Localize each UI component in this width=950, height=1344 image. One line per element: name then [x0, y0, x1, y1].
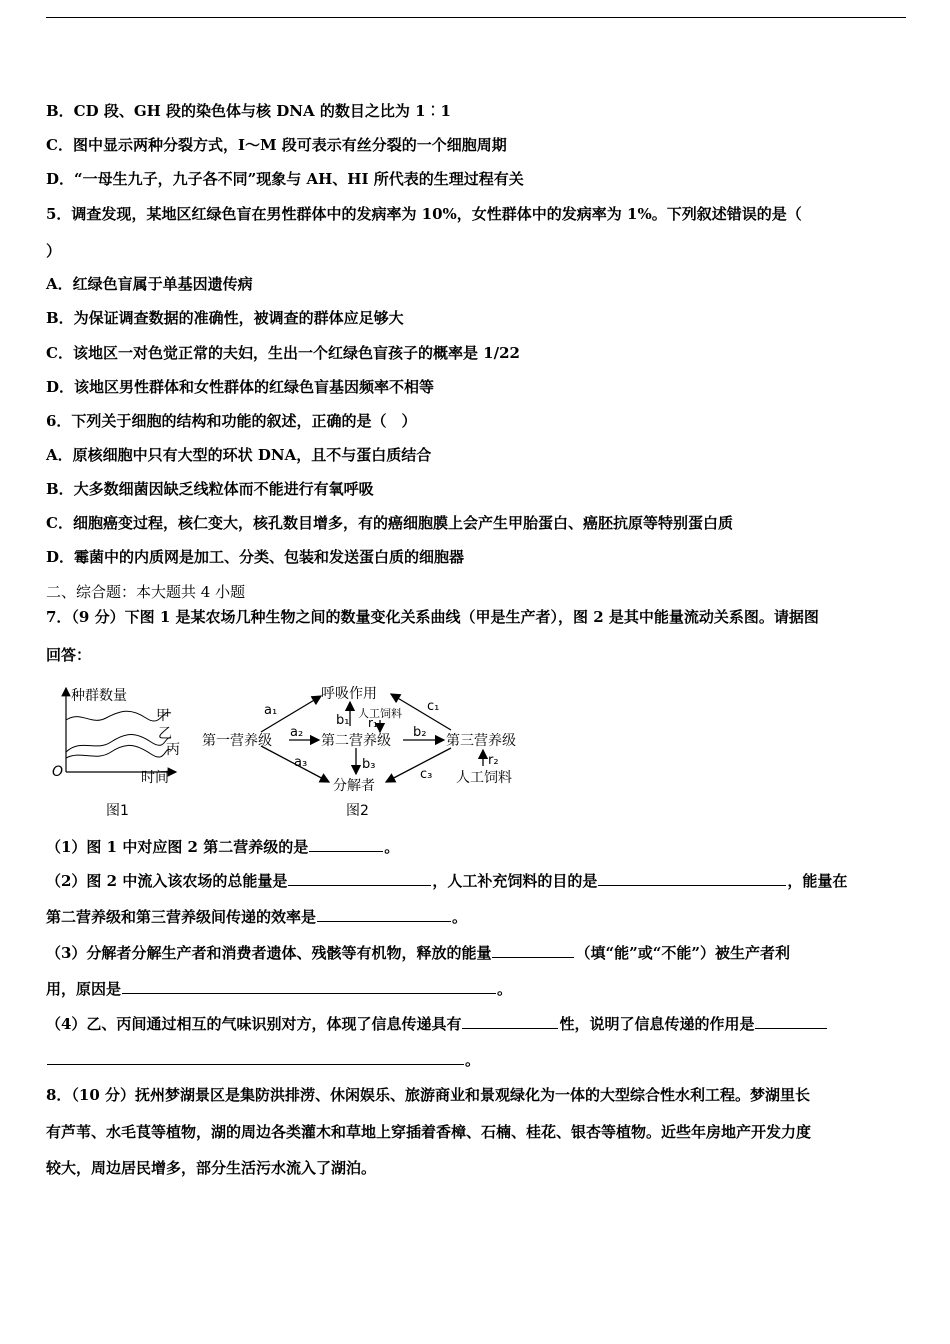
header-rule: [46, 17, 906, 18]
series-jia-label: 甲: [156, 708, 170, 724]
label-a3: a₃: [294, 755, 308, 770]
question-8-stem-3: 较大，周边居民增多，部分生活污水流入了湖泊。: [46, 1159, 377, 1177]
question-7-stem-end: 回答：: [46, 646, 92, 664]
label-c1: c₁: [427, 699, 440, 714]
option-c-q5: C．该地区一对色觉正常的夫妇，生出一个红绿色盲孩子的概率是 1/22: [46, 344, 520, 362]
label-b1: b₁: [336, 713, 350, 728]
figure-1-population-curve: [52, 687, 180, 819]
respiration-node: 呼吸作用: [321, 686, 377, 702]
trophic-level-3-node: 第三营养级: [446, 733, 516, 749]
figure-2-caption: 图2: [346, 803, 369, 819]
question-5-stem: 5．调查发现，某地区红绿色盲在男性群体中的发病率为 10%，女性群体中的发病率为 1%。下列叙述错误的是（: [46, 205, 802, 223]
option-c-q4: C．图中显示两种分裂方式，Ⅰ～M 段可表示有丝分裂的一个细胞周期: [46, 136, 507, 154]
option-b-q6: B．大多数细菌因缺乏线粒体而不能进行有氧呼吸: [46, 480, 374, 498]
label-b2: b₂: [413, 725, 427, 740]
y-axis-label: 种群数量: [71, 688, 127, 704]
question-8-stem-2: 有芦苇、水毛茛等植物，湖的周边各类灌木和草地上穿插着香樟、石楠、桂花、银杏等植物。近些年房地产开发力度: [46, 1123, 812, 1141]
answer-blank[interactable]: [317, 906, 451, 922]
sub-question-3: （3）分解者分解生产者和消费者遗体、残骸等有机物，释放的能量 （填“能”或“不能”）被生产者利: [46, 944, 790, 962]
trophic-level-2-node: 第二营养级: [321, 733, 391, 749]
series-yi-curve: [66, 735, 171, 753]
sub-question-1: （1）图 1 中对应图 2 第二营养级的是 。: [46, 838, 400, 856]
option-a-q5: A．红绿色盲属于单基因遗传病: [46, 275, 253, 293]
sub-question-2: （2）图 2 中流入该农场的总能量是 ，人工补充饲料的目的是 ，能量在: [46, 872, 848, 890]
label-r2: r₂: [488, 753, 499, 768]
label-a2: a₂: [290, 725, 304, 740]
feed-2-label: 人工饲料: [456, 770, 512, 786]
answer-blank[interactable]: [309, 836, 383, 852]
series-bing-label: 丙: [166, 742, 180, 758]
label-r1: r₁: [368, 716, 378, 730]
feed-1-label: 人工饲料: [358, 707, 402, 720]
answer-blank[interactable]: [122, 978, 496, 994]
question-7-stem: 7．（9 分）下图 1 是某农场几种生物之间的数量变化关系曲线（甲是生产者），图 2 是其中能量流动关系图。请据图: [46, 608, 819, 626]
series-yi-label: 乙: [158, 726, 172, 742]
label-c3: c₃: [420, 767, 433, 782]
decomposer-node: 分解者: [333, 778, 375, 794]
option-d-q5: D．该地区男性群体和女性群体的红绿色盲基因频率不相等: [46, 378, 435, 396]
figure-1-caption: 图1: [106, 803, 129, 819]
answer-blank[interactable]: [47, 1049, 464, 1065]
x-axis-label: 时间: [141, 770, 169, 786]
answer-blank[interactable]: [288, 870, 431, 886]
sub-question-4-cont: 。: [46, 1049, 906, 1070]
figures: [46, 680, 546, 825]
option-d-q6: D．霉菌中的内质网是加工、分类、包装和发送蛋白质的细胞器: [46, 548, 465, 566]
option-c-q6: C．细胞癌变过程，核仁变大，核孔数目增多，有的癌细胞膜上会产生甲胎蛋白、癌胚抗原等特别蛋白质: [46, 514, 733, 532]
figure-2-energy-flow: [202, 686, 516, 819]
answer-blank[interactable]: [492, 942, 574, 958]
origin-label: O: [52, 764, 64, 780]
sub-question-3-cont: 用，原因是 。: [46, 980, 513, 998]
option-b-q5: B．为保证调查数据的准确性，被调查的群体应足够大: [46, 309, 404, 327]
option-b-q4: B．CD 段、GH 段的染色体与核 DNA 的数目之比为 1︰1: [46, 102, 451, 120]
label-a1: a₁: [264, 703, 278, 718]
arrow-c3: [386, 748, 451, 782]
question-6-stem: 6．下列关于细胞的结构和功能的叙述，正确的是（ ）: [46, 412, 417, 430]
section-heading: 二、综合题：本大题共 4 小题: [46, 583, 246, 601]
series-bing-curve: [66, 745, 171, 758]
option-d-q4: D．“一母生九子，九子各不同”现象与 AH、HI 所代表的生理过程有关: [46, 170, 524, 188]
option-a-q6: A．原核细胞中只有大型的环状 DNA，且不与蛋白质结合: [46, 446, 432, 464]
answer-blank[interactable]: [598, 870, 786, 886]
sub-question-2-cont: 第二营养级和第三营养级间传递的效率是 。: [46, 908, 468, 926]
label-b3: b₃: [362, 757, 376, 772]
answer-blank[interactable]: [755, 1013, 827, 1029]
sub-question-4: （4）乙、丙间通过相互的气味识别对方，体现了信息传递具有 性，说明了信息传递的作用是: [46, 1013, 906, 1034]
trophic-level-1-node: 第一营养级: [202, 733, 272, 749]
question-8-stem: 8．（10 分）抚州梦湖景区是集防洪排涝、休闲娱乐、旅游商业和景观绿化为一体的大型综合性水利工程。梦湖里长: [46, 1086, 811, 1104]
answer-blank[interactable]: [462, 1013, 558, 1029]
question-5-stem-end: ）: [46, 242, 62, 260]
